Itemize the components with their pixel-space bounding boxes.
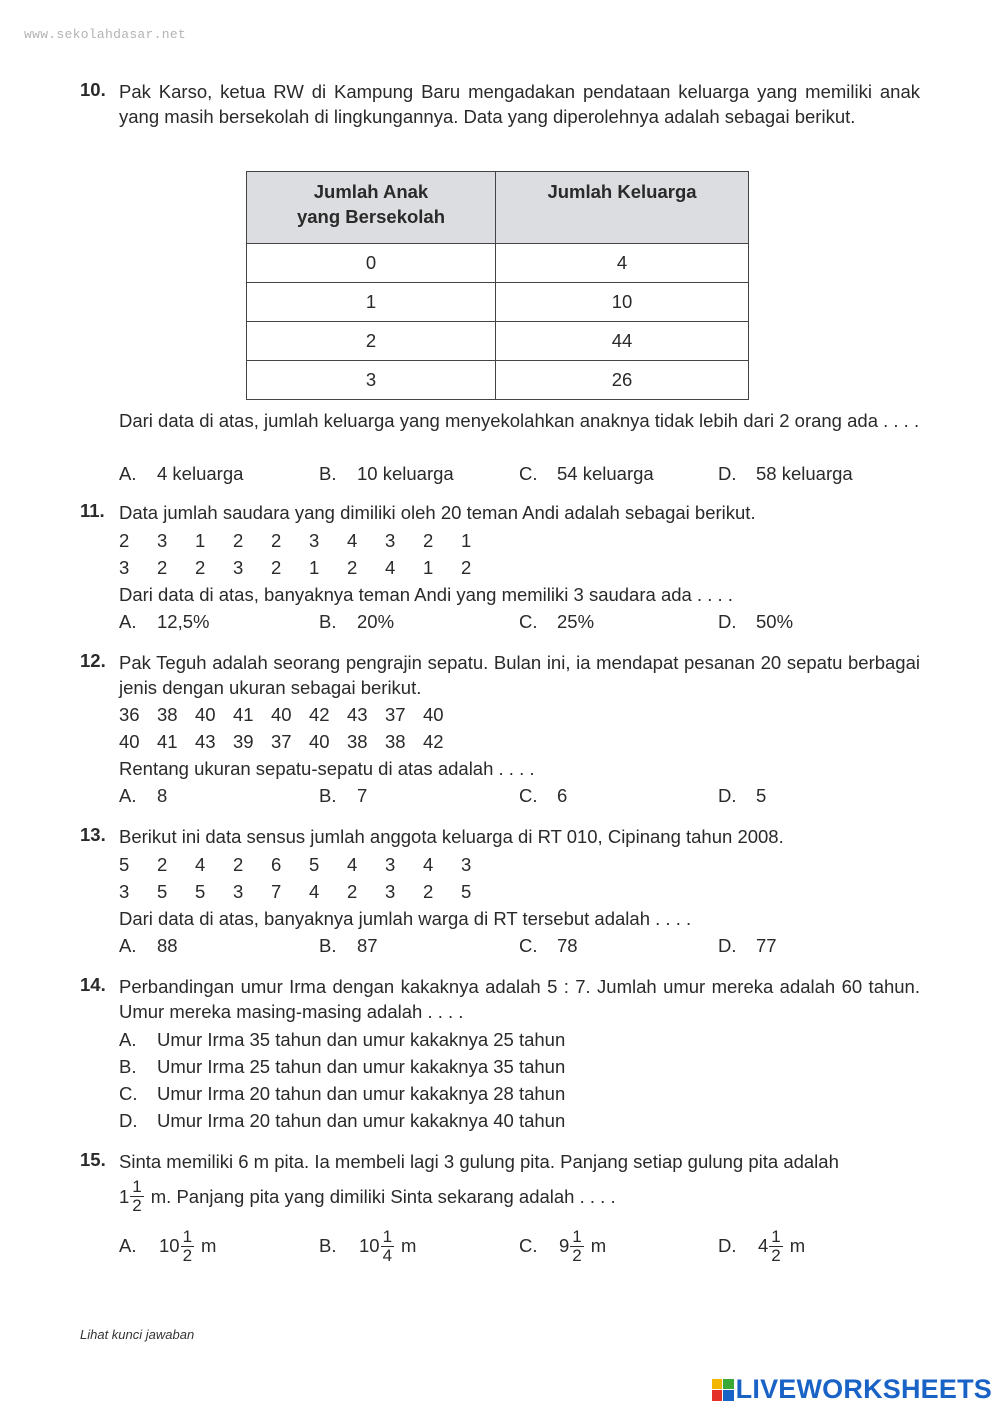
table-cell: 2 [247, 322, 496, 361]
answer-key-note[interactable]: Lihat kunci jawaban [80, 1327, 195, 1342]
option-letter: A. [119, 935, 137, 956]
unit: m [590, 1235, 607, 1256]
option-text: 78 [557, 935, 578, 956]
option-letter: B. [319, 611, 337, 632]
question-text: Pak Teguh adalah seorang pengrajin sepatu. Bulan ini, ia mendapat pesanan 20 sepatu berbagai jenis dengan ukuran sebagai berikut. [119, 652, 920, 698]
data-value: 43 [195, 731, 216, 752]
data-value: 40 [271, 704, 292, 725]
data-value: 5 [119, 854, 130, 875]
fraction-denominator: 2 [132, 1196, 142, 1215]
data-value: 4 [347, 530, 358, 551]
question-10 [80, 79, 920, 129]
data-value: 3 [119, 881, 130, 902]
question-14 [80, 974, 920, 1134]
fraction-denominator: 2 [572, 1245, 582, 1265]
option-letter: C. [519, 785, 538, 806]
data-value: 3 [385, 854, 396, 875]
data-value: 2 [423, 881, 434, 902]
table-row [247, 283, 749, 322]
data-value: 2 [157, 557, 168, 578]
question-15 [80, 1149, 920, 1269]
data-value: 3 [157, 530, 168, 551]
data-value: 42 [423, 731, 444, 752]
data-value: 4 [423, 854, 434, 875]
logo-icon [712, 1379, 734, 1401]
option-letter: B. [319, 1235, 337, 1256]
option-text: 8 [157, 785, 168, 806]
option-d[interactable] [718, 608, 793, 635]
option-c[interactable] [519, 1223, 606, 1269]
data-value: 4 [195, 854, 206, 875]
question-text: Data jumlah saudara yang dimiliki oleh 20 teman Andi adalah sebagai berikut. [119, 502, 756, 523]
option-letter: A. [119, 785, 137, 806]
question-number: 11. [80, 500, 105, 521]
option-letter: D. [718, 1235, 737, 1256]
option-b[interactable] [319, 782, 367, 809]
data-value: 3 [119, 557, 130, 578]
option-d[interactable] [718, 460, 853, 487]
option-b[interactable] [319, 460, 454, 487]
data-value: 41 [157, 731, 178, 752]
option-d[interactable] [119, 1107, 920, 1134]
question-text: Perbandingan umur Irma dengan kakaknya adalah 5 : 7. Jumlah umur mereka adalah 60 tahun. Umur mereka masing-masing adalah . . . . [119, 976, 920, 1022]
data-value: 43 [347, 704, 368, 725]
option-c[interactable] [519, 782, 567, 809]
option-b[interactable] [119, 1053, 920, 1080]
data-value: 40 [119, 731, 140, 752]
table-cell: 44 [496, 322, 749, 361]
fraction-numerator: 1 [771, 1226, 781, 1246]
question-number: 14. [80, 974, 106, 995]
option-a[interactable] [119, 1223, 216, 1269]
data-value: 2 [347, 881, 358, 902]
data-row [119, 527, 920, 554]
option-letter: D. [718, 935, 737, 956]
option-text: 4 keluarga [157, 463, 244, 484]
data-value: 38 [385, 731, 406, 752]
data-value: 2 [271, 557, 282, 578]
data-value: 1 [423, 557, 434, 578]
question-prompt: Dari data di atas, jumlah keluarga yang menyekolahkan anaknya tidak lebih dari 2 orang ada . . . . [119, 410, 920, 431]
data-value: 40 [423, 704, 444, 725]
data-value: 38 [157, 704, 178, 725]
option-letter: A. [119, 1235, 137, 1256]
fraction [769, 1228, 782, 1265]
mixed-number-whole: 10 [359, 1235, 380, 1256]
question-13 [80, 824, 920, 959]
table-cell: 0 [247, 244, 496, 283]
option-a[interactable] [119, 932, 178, 959]
option-text: 77 [756, 935, 777, 956]
data-value: 4 [347, 854, 358, 875]
option-letter: B. [319, 463, 337, 484]
option-b[interactable] [319, 608, 394, 635]
data-row [119, 554, 920, 581]
option-a[interactable] [119, 782, 167, 809]
option-letter: D. [718, 785, 737, 806]
data-value: 2 [423, 530, 434, 551]
data-value: 3 [461, 854, 472, 875]
data-value: 3 [385, 881, 396, 902]
table-header-children [247, 172, 496, 244]
liveworksheets-logo[interactable] [712, 1374, 992, 1405]
option-text: 7 [357, 785, 368, 806]
data-value: 5 [461, 881, 472, 902]
question-prompt: Dari data di atas, banyaknya jumlah warga di RT tersebut adalah . . . . [119, 908, 692, 929]
fraction [181, 1228, 194, 1265]
option-text: Umur Irma 25 tahun dan umur kakaknya 35 tahun [157, 1056, 566, 1077]
option-a[interactable] [119, 1026, 920, 1053]
fraction-numerator: 1 [382, 1226, 393, 1246]
option-c[interactable] [519, 932, 578, 959]
data-value: 40 [309, 731, 330, 752]
data-value: 39 [233, 731, 254, 752]
data-value: 37 [271, 731, 292, 752]
data-value: 1 [195, 530, 206, 551]
question-10-prompt [80, 408, 920, 433]
data-value: 3 [309, 530, 320, 551]
table-cell: 3 [247, 361, 496, 400]
data-value: 2 [347, 557, 358, 578]
data-value: 41 [233, 704, 254, 725]
option-c[interactable] [519, 460, 654, 487]
fraction-denominator: 4 [382, 1245, 393, 1265]
table-cell: 4 [496, 244, 749, 283]
data-value: 1 [461, 530, 472, 551]
option-text: Umur Irma 20 tahun dan umur kakaknya 28 tahun [157, 1083, 566, 1104]
data-row [119, 701, 920, 728]
unit: m [789, 1235, 806, 1256]
option-letter: C. [519, 1235, 538, 1256]
option-text: 10 keluarga [357, 463, 454, 484]
data-value: 36 [119, 704, 140, 725]
data-value: 6 [271, 854, 282, 875]
option-b[interactable] [319, 932, 378, 959]
option-letter: C. [119, 1083, 138, 1104]
data-value: 1 [309, 557, 320, 578]
header-line-2: yang Bersekolah [296, 206, 446, 227]
fraction [570, 1228, 583, 1265]
watermark-url: www.sekolahdasar.net [24, 27, 187, 42]
data-value: 3 [233, 881, 244, 902]
option-letter: B. [119, 1056, 137, 1077]
question-number: 12. [80, 650, 106, 671]
data-row [119, 851, 920, 878]
option-letter: B. [319, 935, 337, 956]
data-value: 2 [195, 557, 206, 578]
option-text: 12,5% [157, 611, 210, 632]
fraction [130, 1178, 143, 1215]
option-d[interactable] [718, 932, 777, 959]
data-value: 3 [233, 557, 244, 578]
option-text: 5 [756, 785, 767, 806]
question-10-options [80, 460, 920, 487]
table-row [247, 322, 749, 361]
data-value: 4 [385, 557, 396, 578]
question-text: Sinta memiliki 6 m pita. Ia membeli lagi 3 gulung pita. Panjang setiap gulung pita adalah [119, 1151, 839, 1172]
option-letter: C. [519, 935, 538, 956]
question-text: Pak Karso, ketua RW di Kampung Baru mengadakan pendataan keluarga yang memiliki anak yang masih bersekolah di lingkungannya. Data yang diperolehnya adalah sebagai berikut. [119, 81, 920, 127]
data-value: 2 [157, 854, 168, 875]
data-value: 2 [461, 557, 472, 578]
fraction-numerator: 1 [182, 1226, 193, 1246]
data-table [246, 171, 749, 400]
option-text: 25% [557, 611, 595, 632]
question-prompt: m. Panjang pita yang dimiliki Sinta sekarang adalah . . . . [150, 1186, 616, 1207]
data-value: 4 [309, 881, 320, 902]
unit: m [201, 1235, 217, 1256]
option-letter: C. [519, 463, 538, 484]
table-cell: 10 [496, 283, 749, 322]
question-prompt: Dari data di atas, banyaknya teman Andi yang memiliki 3 saudara ada . . . . [119, 584, 733, 605]
fraction-numerator: 1 [572, 1226, 582, 1246]
mixed-number-whole: 9 [559, 1235, 570, 1256]
question-12 [80, 650, 920, 809]
question-text: Berikut ini data sensus jumlah anggota keluarga di RT 010, Cipinang tahun 2008. [119, 826, 784, 847]
table-header-families: Jumlah Keluarga [496, 172, 749, 244]
data-value: 38 [347, 731, 368, 752]
option-letter: D. [718, 611, 737, 632]
option-d[interactable] [718, 1223, 805, 1269]
question-prompt: Rentang ukuran sepatu-sepatu di atas adalah . . . . [119, 758, 535, 779]
data-value: 5 [309, 854, 320, 875]
data-value: 5 [195, 881, 206, 902]
fraction-denominator: 2 [771, 1245, 781, 1265]
option-text: 54 keluarga [557, 463, 654, 484]
options-row [119, 1223, 920, 1269]
question-text-line-2 [119, 1178, 920, 1215]
option-letter: A. [119, 1029, 137, 1050]
option-text: 58 keluarga [756, 463, 853, 484]
header-line-1: Jumlah Anak [313, 181, 429, 202]
option-text: 88 [157, 935, 178, 956]
option-text: 50% [756, 611, 794, 632]
data-value: 2 [233, 854, 244, 875]
question-number: 13. [80, 824, 106, 845]
fraction-denominator: 2 [182, 1245, 193, 1265]
data-value: 7 [271, 881, 282, 902]
option-c[interactable] [519, 608, 594, 635]
brand-name: LIVEWORKSHEETS [735, 1374, 992, 1404]
question-number: 10. [80, 79, 106, 100]
data-value: 2 [119, 530, 130, 551]
table-row [247, 244, 749, 283]
table-header-row [247, 172, 749, 244]
mixed-number-whole: 1 [119, 1186, 130, 1207]
fraction [381, 1228, 394, 1265]
option-text: Umur Irma 20 tahun dan umur kakaknya 40 tahun [157, 1110, 566, 1131]
data-value: 37 [385, 704, 406, 725]
option-b[interactable] [319, 1223, 416, 1269]
option-a[interactable] [119, 608, 209, 635]
option-letter: A. [119, 463, 137, 484]
option-letter: D. [119, 1110, 138, 1131]
data-value: 2 [233, 530, 244, 551]
table-cell: 26 [496, 361, 749, 400]
option-a[interactable] [119, 460, 243, 487]
mixed-number-whole: 4 [758, 1235, 769, 1256]
table-cell: 1 [247, 283, 496, 322]
option-letter: B. [319, 785, 337, 806]
fraction-numerator: 1 [132, 1177, 142, 1196]
option-letter: A. [119, 611, 137, 632]
option-letter: D. [718, 463, 737, 484]
data-value: 40 [195, 704, 216, 725]
option-text: 20% [357, 611, 395, 632]
data-value: 2 [271, 530, 282, 551]
option-text: 87 [357, 935, 378, 956]
mixed-number-whole: 10 [159, 1235, 180, 1256]
unit: m [401, 1235, 417, 1256]
question-number: 15. [80, 1149, 106, 1170]
data-value: 5 [157, 881, 168, 902]
option-letter: C. [519, 611, 538, 632]
option-text: Umur Irma 35 tahun dan umur kakaknya 25 tahun [157, 1029, 566, 1050]
data-value: 3 [385, 530, 396, 551]
option-c[interactable] [119, 1080, 920, 1107]
option-d[interactable] [718, 782, 766, 809]
data-row [119, 728, 920, 755]
table-row [247, 361, 749, 400]
question-11 [80, 500, 920, 635]
data-value: 42 [309, 704, 330, 725]
option-text: 6 [557, 785, 568, 806]
data-row [119, 878, 920, 905]
